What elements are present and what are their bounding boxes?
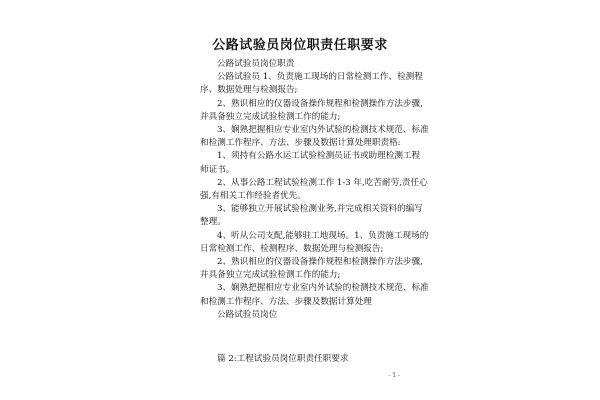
paragraph-line: 师证书。: [200, 164, 235, 175]
paragraph-line: 2、熟识相应的仪器设备操作规程和检测操作方法步骤,: [217, 257, 423, 268]
paragraph-line: 公路试验员岗位: [217, 309, 278, 320]
document-title: 公路试验员岗位职责任职要求: [212, 38, 388, 53]
paragraph-line: 2、熟识相应的仪器设备操作规程和检测操作方法步骤,: [217, 98, 423, 109]
paragraph-line: 并具备独立完成试验检测工作的能力;: [200, 111, 341, 122]
paragraph-line: 并具备独立完成试验检测工作的能力;: [200, 270, 341, 281]
paragraph-line: 2、从事公路工程试验检测工作 1-3 年,吃苦耐劳,责任心: [217, 177, 428, 188]
paragraph-line: 3、娴熟把握相应专业室内外试验的检测技术规范、标准: [217, 125, 429, 136]
paragraph-line: 3、能够独立开展试验检测业务,并完成相关资料的编写: [217, 204, 423, 215]
paragraph-line: 整理。: [200, 217, 226, 228]
paragraph-line: 公路试验员 1、负责施工现场的日常检测工作、检测程: [217, 72, 423, 83]
paragraph-line: 序、数据处理与检测报告;: [200, 85, 298, 96]
paragraph-line: 和检测工作程序、方法、步骤及数据计算处理职责格:: [200, 138, 401, 149]
paragraph-line: 日常检测工作、检测程序、数据处理与检测报告;: [200, 243, 384, 254]
section-2-heading: 篇 2:工程试验员岗位职责任职要求: [217, 354, 349, 364]
paragraph-line: 强,有相关工作经验者优先。: [200, 191, 306, 202]
paragraph-line: 公路试验员岗位职责: [217, 59, 295, 69]
paragraph-line: 4、听从公司支配,能够驻工地现场。1、负责施工现场的: [217, 230, 429, 241]
paragraph-line: 3、娴熟把握相应专业室内外试验的检测技术规范、标准: [217, 283, 429, 294]
paragraph-line: 1、须持有公路水运工试验检测员证书或助理检测工程: [217, 151, 421, 162]
page-number: - 1 -: [388, 372, 400, 379]
paragraph-line: 和检测工作程序、方法、步骤及数据计算处理: [200, 296, 372, 307]
document-body: [200, 58, 429, 322]
